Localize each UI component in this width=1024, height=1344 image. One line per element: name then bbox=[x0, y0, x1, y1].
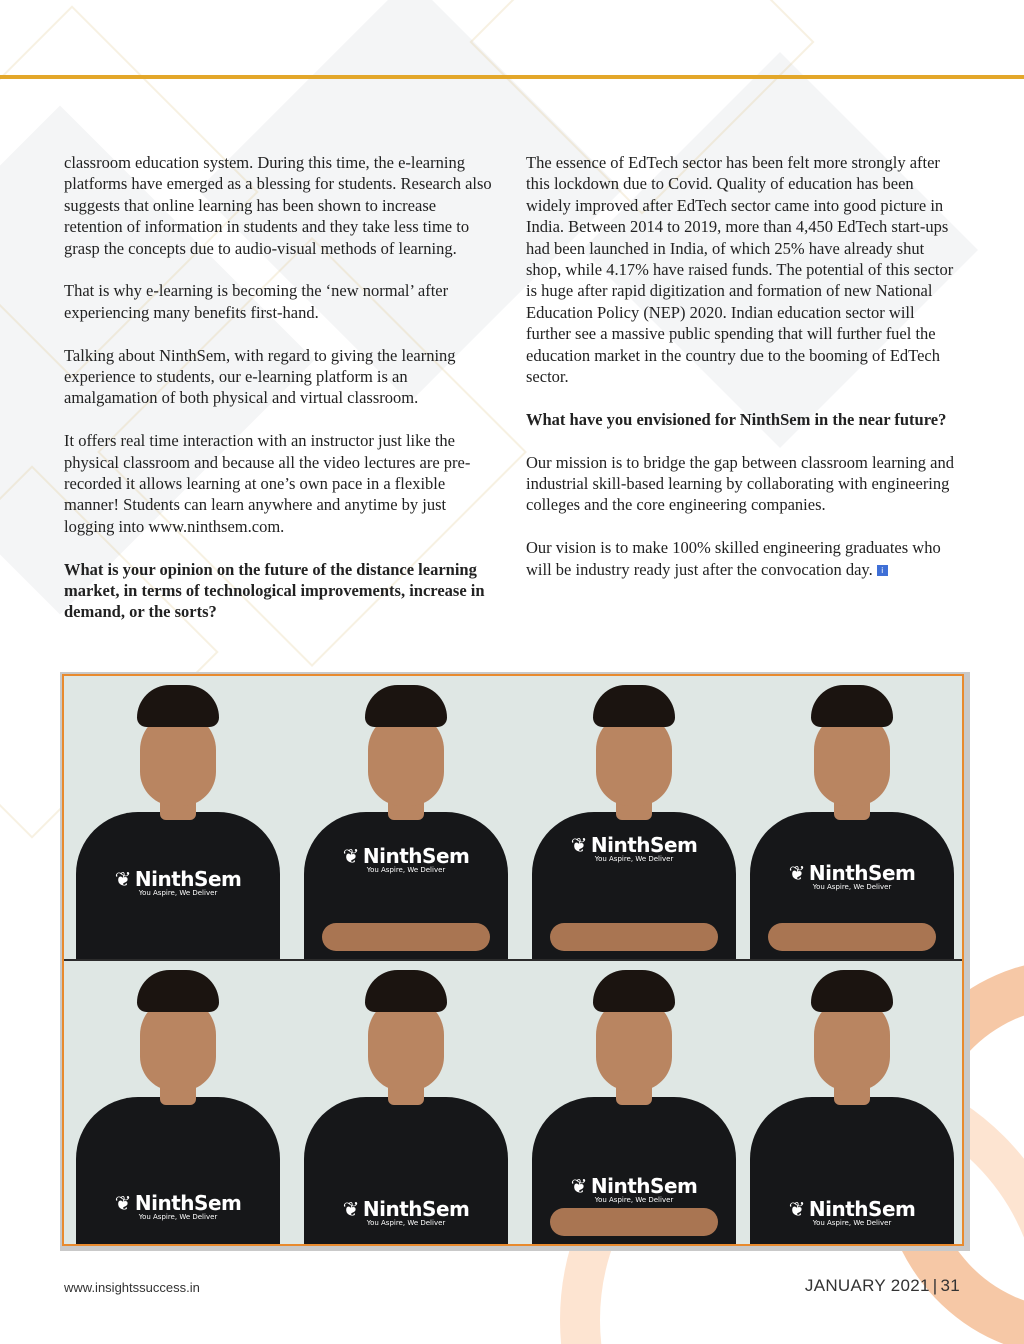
team-member bbox=[524, 961, 744, 1244]
paragraph: classroom education system. During this time, the e-learning platforms have emerged as a blessing for students. Research also suggests that online learning has been shown to increase retention of information in students and they take less time to grasp the concepts due to audio-visual methods of learning. bbox=[64, 153, 492, 258]
paragraph: That is why e-learning is becoming the ‘new normal’ after experiencing many benefits first-hand. bbox=[64, 281, 449, 322]
paragraph: Talking about NinthSem, with regard to giving the learning experience to students, our e-learning platform is an amalgamation of both physical and virtual classroom. bbox=[64, 345, 456, 408]
ninthsem-hands-icon: ❦ bbox=[788, 861, 805, 886]
footer-page-info bbox=[805, 1276, 960, 1296]
team-member bbox=[296, 961, 516, 1244]
team-photo bbox=[62, 674, 964, 1246]
shirt-logo: ❦ NinthSem You Aspire, We Deliver bbox=[342, 1197, 470, 1228]
team-member bbox=[68, 961, 288, 1244]
paragraph: The essence of EdTech sector has been felt more strongly after this lockdown due to Covid. Quality of education has been widely improved after EdTech sector came into good picture in India. Between 2014 to 2019, more than 4,450 EdTech start-ups had been launched in India, of which 25% have already shut shop, while 4.17% have raised funds. The potential of this sector is huge after rapid digitization and formation of new National Education Policy (NEP) 2020. Indian education sector will further see a massive public spending that will further fuel the education market in the country due to the booming of EdTech sector. bbox=[526, 153, 954, 387]
ninthsem-hands-icon: ❦ bbox=[570, 832, 587, 857]
shirt-logo: ❦ NinthSem You Aspire, We Deliver bbox=[570, 1174, 698, 1205]
interview-question: What have you envisioned for NinthSem in the near future? bbox=[526, 409, 947, 429]
shirt-logo: ❦ NinthSem You Aspire, We Deliver bbox=[788, 861, 916, 892]
page-number: 31 bbox=[940, 1276, 960, 1295]
shirt-logo: ❦ NinthSem You Aspire, We Deliver bbox=[570, 832, 698, 863]
top-accent-rule bbox=[0, 75, 1024, 79]
shirt-logo: ❦ NinthSem You Aspire, We Deliver bbox=[114, 1191, 242, 1222]
interview-question: What is your opinion on the future of the distance learning market, in terms of technological improvements, increase in demand, or the sorts? bbox=[64, 559, 485, 622]
shirt-logo: ❦ NinthSem You Aspire, We Deliver bbox=[788, 1197, 916, 1228]
left-column bbox=[64, 152, 494, 644]
paragraph-text: Our vision is to make 100% skilled engineering graduates who will be industry ready just after the convocation day. bbox=[526, 538, 941, 579]
ninthsem-hands-icon: ❦ bbox=[114, 1191, 131, 1216]
ninthsem-hands-icon: ❦ bbox=[342, 844, 359, 869]
team-member bbox=[524, 676, 744, 959]
shirt-logo: ❦ NinthSem You Aspire, We Deliver bbox=[342, 844, 470, 875]
insights-success-end-icon: i bbox=[877, 565, 888, 576]
shirt-logo: ❦ NinthSem You Aspire, We Deliver bbox=[114, 866, 242, 897]
team-member bbox=[742, 961, 962, 1244]
ninthsem-hands-icon: ❦ bbox=[342, 1197, 359, 1222]
photo-row-top bbox=[64, 676, 962, 959]
team-member bbox=[742, 676, 962, 959]
ninthsem-hands-icon: ❦ bbox=[788, 1197, 805, 1222]
footer-website-link[interactable]: www.insightssuccess.in bbox=[64, 1280, 200, 1295]
ninthsem-hands-icon: ❦ bbox=[570, 1174, 587, 1199]
team-member bbox=[68, 676, 288, 959]
footer-separator: | bbox=[932, 1276, 938, 1295]
paragraph bbox=[526, 537, 956, 580]
photo-row-bottom bbox=[64, 961, 962, 1244]
ninthsem-hands-icon: ❦ bbox=[114, 866, 131, 891]
issue-date: JANUARY 2021 bbox=[804, 1276, 930, 1295]
team-member bbox=[296, 676, 516, 959]
right-column bbox=[526, 152, 956, 601]
paragraph: It offers real time interaction with an instructor just like the physical classroom and because all the video lectures are pre-recorded it allows learning at one’s own pace in a flexible manner! Students can learn anywhere and anytime by just logging into www.ninthsem.com. bbox=[64, 431, 471, 536]
paragraph: Our mission is to bridge the gap between classroom learning and industrial skill-based learning by collaborating with engineering colleges and the core engineering companies. bbox=[526, 452, 954, 515]
